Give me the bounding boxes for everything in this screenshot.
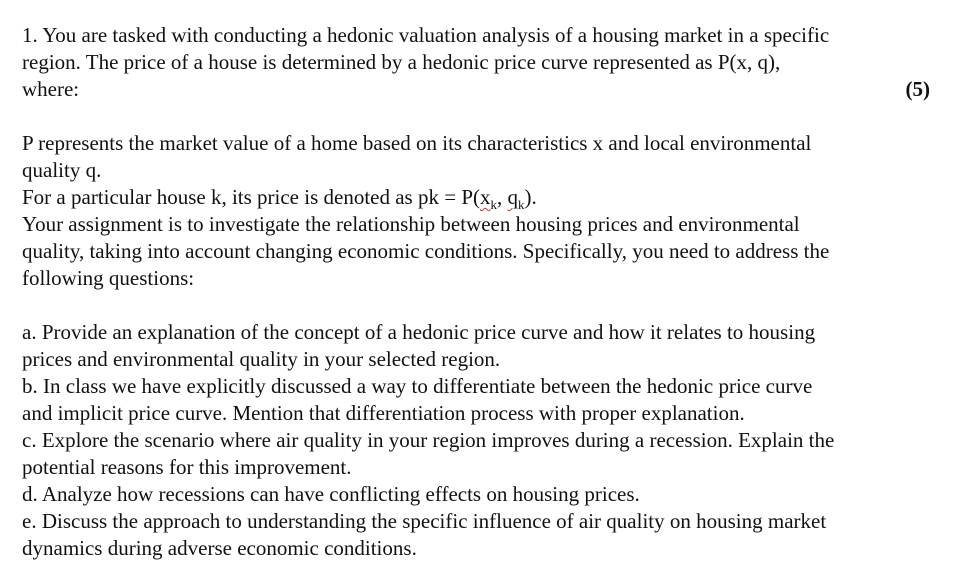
part-c-line-2: potential reasons for this improvement. (22, 455, 352, 479)
definition-line-1: P represents the market value of a home based on its characteristics x and local environmental (22, 131, 812, 155)
intro-line-1: 1. You are tasked with conducting a hedonic valuation analysis of a housing market in a specific (22, 23, 830, 47)
spacer (22, 103, 944, 130)
separator: , (497, 185, 508, 209)
intro-line-2: region. The price of a house is determined by a hedonic price curve represented as P(x, q), (22, 50, 781, 74)
var-q: q (507, 185, 518, 209)
price-line-suffix: ). (524, 185, 537, 209)
where-label: where: (22, 77, 80, 101)
part-d-line-1: d. Analyze how recessions can have conflicting effects on housing prices. (22, 482, 640, 506)
price-definition-line (22, 184, 944, 211)
question-document (22, 22, 944, 562)
price-line-prefix: For a particular house k, its price is denoted as pk = P( (22, 185, 480, 209)
part-a-line-1: a. Provide an explanation of the concept of a hedonic price curve and how it relates to housing (22, 320, 816, 344)
var-q-k (507, 185, 525, 213)
part-e-line-1: e. Discuss the approach to understanding the specific influence of air quality on housing market (22, 509, 827, 533)
part-b-line-2: and implicit price curve. Mention that differentiation process with proper explanation. (22, 401, 745, 425)
task-line-3: following questions: (22, 266, 195, 290)
part-e-line-2: dynamics during adverse economic conditions. (22, 536, 417, 560)
var-x: x (480, 185, 491, 209)
task-line-1: Your assignment is to investigate the relationship between housing prices and environmental (22, 212, 800, 236)
subscript-k: k (490, 197, 497, 213)
where-row (22, 76, 944, 103)
part-a-line-2: prices and environmental quality in your selected region. (22, 347, 501, 371)
subscript-k: k (518, 197, 525, 213)
marks-label: (5) (905, 77, 930, 101)
task-line-2: quality, taking into account changing economic conditions. Specifically, you need to address the (22, 239, 830, 263)
part-b-line-1: b. In class we have explicitly discussed a way to differentiate between the hedonic price curve (22, 374, 813, 398)
part-c-line-1: c. Explore the scenario where air quality in your region improves during a recession. Explain the (22, 428, 835, 452)
definition-line-2: quality q. (22, 158, 102, 182)
var-x-k (480, 185, 497, 213)
spacer (22, 292, 944, 319)
